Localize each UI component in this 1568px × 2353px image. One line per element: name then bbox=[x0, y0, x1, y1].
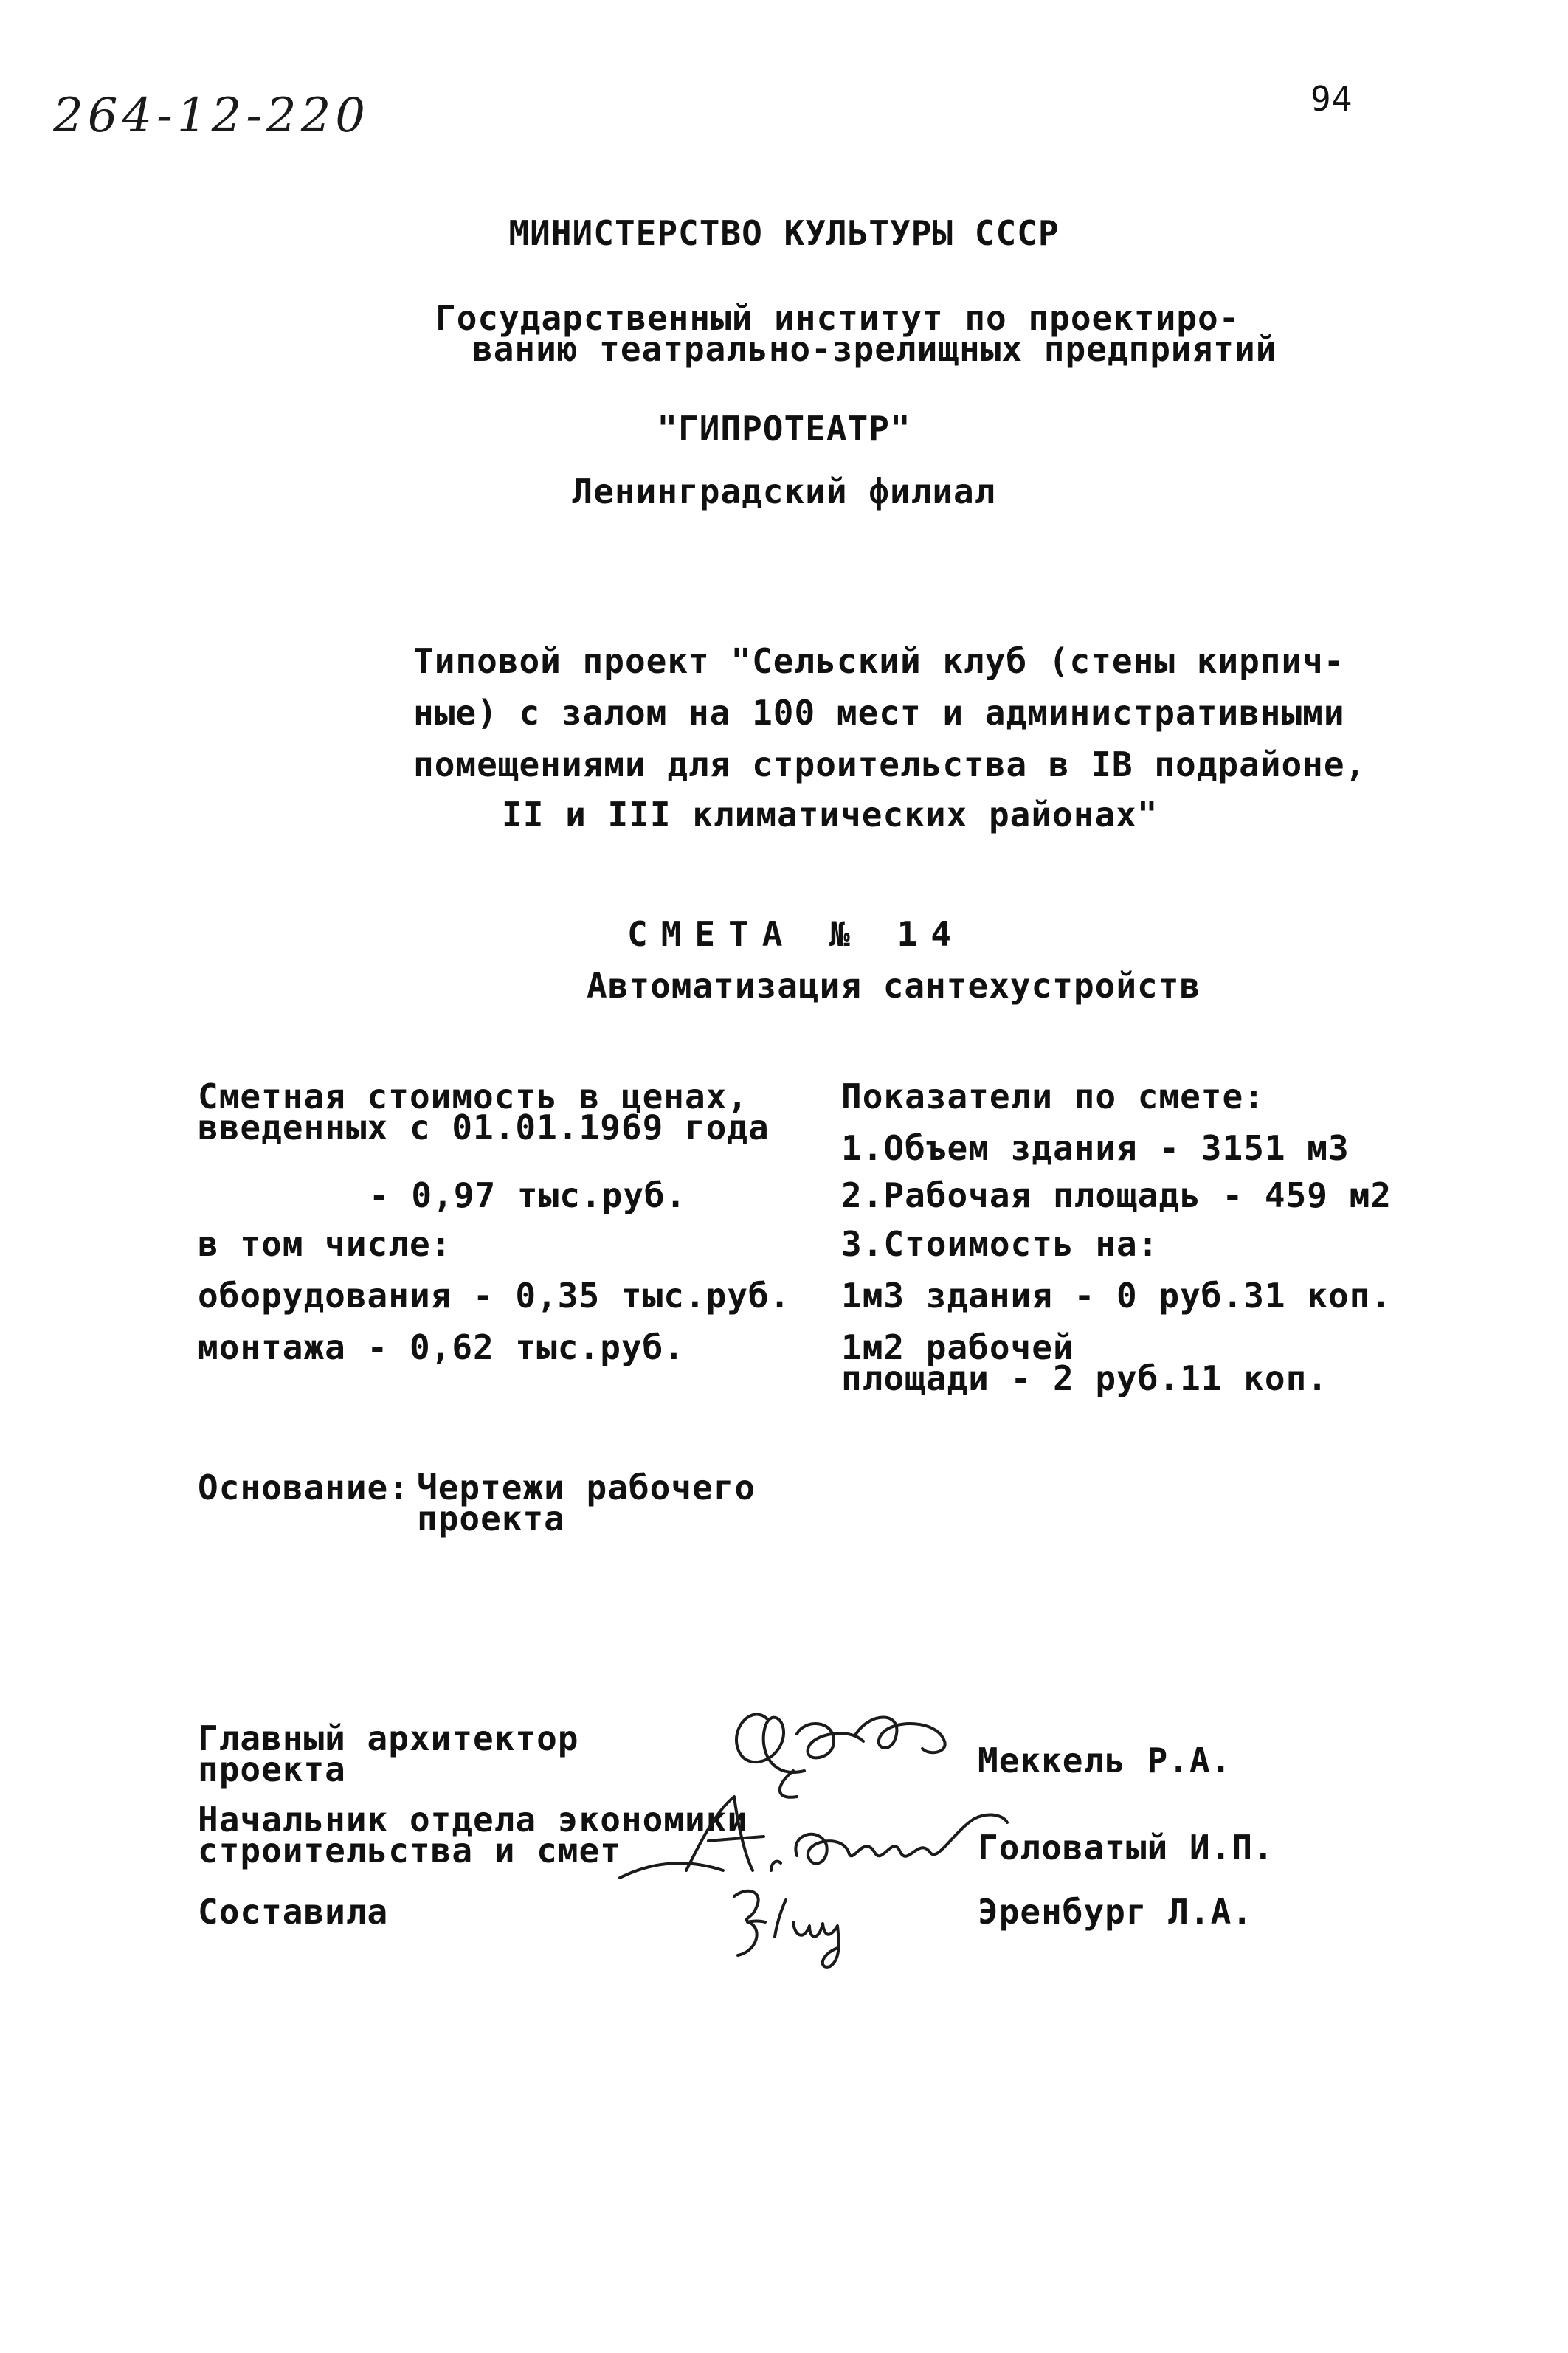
project-title-line-3: помещениями для строительства в IВ подрайоне, bbox=[413, 744, 1367, 784]
branch-name: Ленинградский филиал bbox=[572, 471, 996, 511]
indicator-volume: 1.Объем здания - 3151 м3 bbox=[841, 1128, 1350, 1168]
cost-total: - 0,97 тыс.руб. bbox=[369, 1175, 687, 1215]
project-title-line-4: II и III климатических районах" bbox=[502, 795, 1158, 835]
indicator-work-area: 2.Рабочая площадь - 459 м2 bbox=[841, 1175, 1392, 1215]
page-number: 94 bbox=[1310, 79, 1353, 119]
signatory-3-role-line-1: Составила bbox=[198, 1892, 389, 1932]
indicator-cost-per-m2-line-1: 1м2 рабочей bbox=[841, 1327, 1074, 1367]
signatory-1-role-line-2: проекта bbox=[198, 1749, 346, 1789]
basis-label: Основание: bbox=[198, 1468, 410, 1507]
basis-value-line-2: проекта bbox=[417, 1499, 565, 1538]
indicator-cost-per-m3: 1м3 здания - 0 руб.31 коп. bbox=[841, 1276, 1392, 1316]
basis-value-line-1: Чертежи рабочего bbox=[417, 1468, 756, 1507]
project-title-line-2: ные) с залом на 100 мест и административными bbox=[413, 693, 1345, 733]
indicators-heading: Показатели по смете: bbox=[841, 1077, 1265, 1116]
handwritten-document-code: 264-12-220 bbox=[53, 89, 370, 143]
signatory-2-role-line-1: Начальник отдела экономики bbox=[198, 1800, 749, 1839]
signatory-3-name: Эренбург Л.А. bbox=[978, 1892, 1254, 1932]
estimate-heading: СМЕТА № 14 bbox=[627, 914, 964, 954]
indicator-cost-per-m2-line-2: площади - 2 руб.11 коп. bbox=[841, 1358, 1328, 1398]
signatory-2-role-line-2: строительства и смет bbox=[198, 1831, 621, 1870]
cost-installation: монтажа - 0,62 тыс.руб. bbox=[198, 1327, 685, 1367]
cost-equipment: оборудования - 0,35 тыс.руб. bbox=[198, 1276, 791, 1316]
cost-label-line-2: введенных с 01.01.1969 года bbox=[198, 1108, 770, 1147]
cost-label-line-1: Сметная стоимость в ценах, bbox=[198, 1077, 749, 1116]
organization-name: "ГИПРОТЕАТР" bbox=[657, 409, 911, 449]
ministry-heading: МИНИСТЕРСТВО КУЛЬТУРЫ СССР bbox=[508, 213, 1060, 253]
cost-including-label: в том числе: bbox=[198, 1224, 452, 1264]
signatory-1-name: Меккель Р.А. bbox=[978, 1741, 1232, 1780]
institute-line-1: Государственный институт по проектиро- bbox=[435, 298, 1240, 338]
signatory-1-role-line-1: Главный архитектор bbox=[198, 1718, 579, 1758]
institute-line-2: ванию театрально-зрелищных предприятий bbox=[472, 329, 1277, 369]
indicator-cost-heading: 3.Стоимость на: bbox=[841, 1224, 1159, 1264]
signatory-2-name: Головатый И.П. bbox=[978, 1828, 1274, 1867]
project-title-line-1: Типовой проект "Сельский клуб (стены кирпич- bbox=[413, 641, 1345, 681]
signature-head-of-economics bbox=[605, 1782, 1018, 1893]
signature-compiler bbox=[727, 1878, 874, 1974]
estimate-subject: Автоматизация сантехустройств bbox=[587, 966, 1201, 1006]
